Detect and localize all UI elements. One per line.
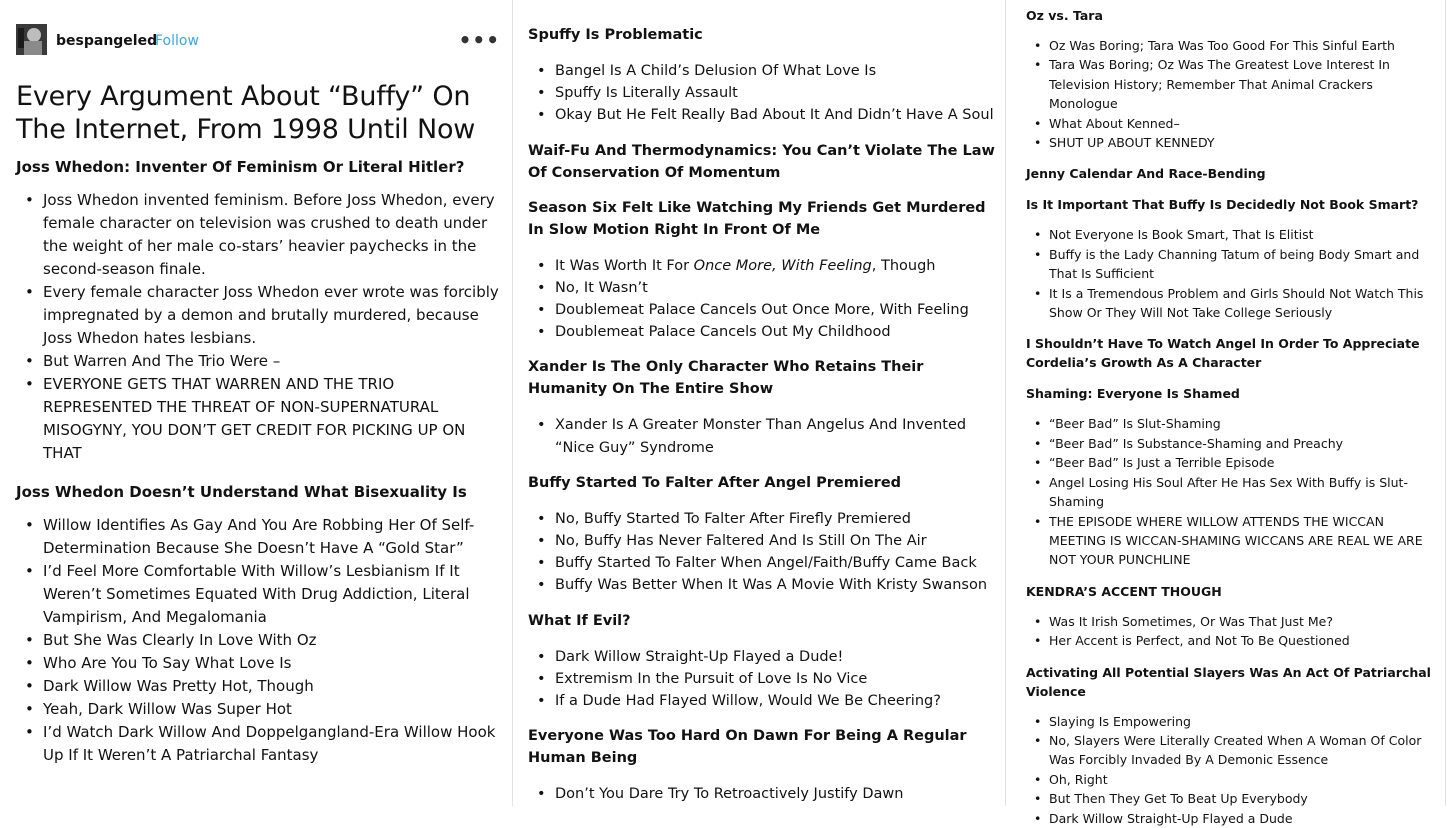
section-heading: Buffy Started To Falter After Angel Premiered [528,474,902,491]
list-item-text: Oz Was Boring; Tara Was Too Good For This Sinful Earth [1049,38,1395,53]
bullet-list [1026,612,1439,651]
section-heading: Shaming: Everyone Is Shamed [1026,386,1240,402]
list-item [1049,731,1439,770]
bullet-list [16,514,502,767]
list-item [555,299,997,321]
list-item-text: No, Slayers Were Literally Created When A Woman Of Color Was Forcibly Invaded By A Demonic Essence [1049,732,1422,768]
post-title: Every Argument About “Buffy” On The Internet, From 1998 Until Now [16,81,476,145]
section-heading: What If Evil? [528,612,631,629]
bullet-list [528,60,997,127]
bullet-list [1026,36,1439,152]
list-item-text: Bangel Is A Child’s Delusion Of What Love Is [555,63,877,79]
list-item [1049,114,1439,133]
list-item [555,530,997,552]
bullet-list [1026,414,1439,569]
list-item-text: Doublemeat Palace Cancels Out My Childhood [555,324,891,341]
list-item [1049,55,1439,113]
section-heading: Oz vs. Tara [1026,8,1103,23]
list-item-text: No, Buffy Has Never Faltered And Is Still On The Air [555,533,927,550]
list-item [555,60,997,82]
list-item-text: Xander Is A Greater Monster Than Angelus And Invented “Nice Guy” Syndrome [555,417,967,456]
list-item [1049,473,1439,512]
list-item [555,104,997,126]
list-item [555,552,997,574]
section-heading: Jenny Calendar And Race-Bending [1026,166,1266,182]
list-item [43,675,502,698]
post-column-1 [0,0,513,806]
list-item-text: Slaying Is Empowering [1049,713,1191,729]
list-item-text: It Was Worth It For [555,257,694,274]
section-heading: Joss Whedon: Inventer Of Feminism Or Literal Hitler? [16,158,465,176]
list-item [555,82,997,104]
bullet-list [528,414,997,458]
section-heading: Joss Whedon Doesn’t Understand What Bisexuality Is [16,483,467,501]
list-item [1049,712,1439,731]
list-item-text: Doublemeat Palace Cancels Out Once More, With Feeling [555,302,969,319]
list-item-text: Every female character Joss Whedon ever wrote was forcibly impregnated by a demon and brutally murdered, because Joss Whedon hates lesbians. [43,283,499,347]
list-item [1049,434,1439,453]
section-heading: I Shouldn’t Have To Watch Angel In Order To Appreciate Cordelia’s Growth As A Character [1026,336,1420,371]
post-body-sections [1026,6,1439,828]
list-item-text: I’d Watch Dark Willow And Doppelgangland-Era Willow Hook Up If It Weren’t A Patriarchal Fantasy [43,723,496,764]
list-item [43,373,502,465]
bullet-list [528,255,997,344]
list-item-text: Buffy Started To Falter When Angel/Faith/Buffy Came Back [555,555,977,572]
list-item [1049,770,1439,789]
section-heading: Is It Important That Buffy Is Decidedly Not Book Smart? [1026,197,1419,213]
section-heading: Waif-Fu And Thermodynamics: You Can’t Violate The Law Of Conservation Of Momentum [528,142,995,181]
bullet-list [528,508,997,597]
list-item [555,508,997,530]
post-body-sections [528,24,997,805]
list-item [555,277,997,299]
post-body-sections [16,156,502,767]
list-item [555,690,997,712]
list-item [1049,512,1439,570]
list-item [1049,36,1439,55]
bullet-list [1026,225,1439,322]
list-item [1049,414,1439,433]
list-item-text: Who Are You To Say What Love Is [43,654,292,672]
list-item [43,350,502,373]
list-item-text: It Is a Tremendous Problem and Girls Should Not Watch This Show Or They Will Not Take College Seriously [1049,285,1424,321]
list-item [43,698,502,721]
list-item-text: , Though [871,257,936,274]
section-heading: Xander Is The Only Character Who Retains Their Humanity On The Entire Show [528,359,924,398]
more-options-icon[interactable]: ••• [458,28,500,52]
list-item [555,574,997,596]
bullet-list [528,646,997,713]
list-item [555,783,997,805]
list-item-text: Dark Willow Was Pretty Hot, Though [43,677,314,695]
section-heading: Spuffy Is Problematic [528,27,703,43]
list-item [1049,612,1439,631]
list-item-text: Joss Whedon invented feminism. Before Joss Whedon, every female character on television was crushed to death under the weight of her male co-stars’ heavier paychecks in the second-season finale. [43,191,495,278]
list-item [1049,631,1439,650]
follow-button[interactable]: Follow [155,33,199,49]
list-item [43,281,502,350]
list-item-text: But She Was Clearly In Love With Oz [43,631,317,649]
list-item [43,189,502,281]
list-item [43,721,502,767]
post-column-3 [1013,0,1446,826]
post-header [16,0,502,54]
list-item-text: Dark Willow Straight-Up Flayed a Dude! [555,648,844,665]
list-item-text: I’d Feel More Comfortable With Willow’s Lesbianism If It Weren’t Sometimes Equated With Drug Addiction, Literal Vampirism, And Megalomania [43,562,470,626]
list-item-text: THE EPISODE WHERE WILLOW ATTENDS THE WICCAN MEETING IS WICCAN-SHAMING WICCANS ARE REAL WE ARE NOT YOUR PUNCHLINE [1049,513,1423,568]
section-heading: Activating All Potential Slayers Was An Act Of Patriarchal Violence [1026,664,1431,699]
list-item-text: If a Dude Had Flayed Willow, Would We Be Cheering? [555,693,941,710]
list-item [1049,225,1439,244]
list-item-text: “Beer Bad” Is Just a Terrible Episode [1049,455,1275,471]
post-column-2 [513,0,1006,806]
list-item-text: No, It Wasn’t [555,279,648,296]
list-item [1049,133,1439,152]
list-item [555,414,997,458]
list-item-text: No, Buffy Started To Falter After Firefly Premiered [555,510,911,527]
list-item-text: Don’t You Dare Try To Retroactively Justify Dawn [555,786,904,803]
blog-name[interactable]: bespangeled [56,33,158,49]
section-heading: Everyone Was Too Hard On Dawn For Being A Regular Human Being [528,728,967,767]
list-item-emphasis: Once More, With Feeling [693,257,872,274]
list-item [1049,245,1439,284]
section-heading: KENDRA’S ACCENT THOUGH [1026,583,1222,599]
bullet-list [16,189,502,465]
list-item-text: Was It Irish Sometimes, Or Was That Just Me? [1049,613,1333,629]
list-item-text: Angel Losing His Soul After He Has Sex With Buffy is Slut-Shaming [1049,474,1408,510]
list-item-text: But Then They Get To Beat Up Everybody [1049,791,1308,807]
list-item [1049,789,1439,808]
list-item [555,646,997,668]
list-item [1049,453,1439,472]
bullet-list [528,783,997,805]
list-item-text: EVERYONE GETS THAT WARREN AND THE TRIO REPRESENTED THE THREAT OF NON-SUPERNATURAL MISOGYNY, YOU DON’T GET CREDIT FOR PICKING UP ON THAT [43,375,466,462]
list-item [43,514,502,560]
list-item [1049,284,1439,323]
list-item-text: Dark Willow Straight-Up Flayed a Dude [1049,810,1293,826]
list-item-text: Her Accent is Perfect, and Not To Be Questioned [1049,633,1350,649]
list-item [43,652,502,675]
list-item-text: Yeah, Dark Willow Was Super Hot [43,700,292,718]
list-item [1049,809,1439,828]
list-item-text: Buffy Was Better When It Was A Movie With Kristy Swanson [555,577,988,594]
list-item-text: Okay But He Felt Really Bad About It And Didn’t Have A Soul [555,107,994,124]
list-item-text: “Beer Bad” Is Substance-Shaming and Preachy [1049,435,1344,451]
list-item-text: SHUT UP ABOUT KENNEDY [1049,135,1215,151]
list-item-text: Extremism In the Pursuit of Love Is No Vice [555,670,868,687]
list-item-text: Oh, Right [1049,771,1108,787]
list-item-text: Spuffy Is Literally Assault [555,85,738,102]
list-item-text: Willow Identifies As Gay And You Are Robbing Her Of Self-Determination Because She Doesn’t Have A “Gold Star” [43,516,475,557]
list-item [555,668,997,690]
list-item [43,560,502,629]
list-item-text: “Beer Bad” Is Slut-Shaming [1049,416,1221,432]
list-item [43,629,502,652]
list-item-text: Buffy is the Lady Channing Tatum of being Body Smart and That Is Sufficient [1049,246,1420,282]
list-item-text: Not Everyone Is Book Smart, That Is Elitist [1049,227,1314,243]
list-item-text: But Warren And The Trio Were – [43,352,281,370]
avatar[interactable] [16,24,47,55]
list-item-text: Tara Was Boring; Oz Was The Greatest Love Interest In Television History; Remember That Animal Crackers Monologue [1049,57,1390,112]
list-item [555,321,997,343]
list-item-text: What About Kenned– [1049,115,1180,131]
section-heading: Season Six Felt Like Watching My Friends Get Murdered In Slow Motion Right In Front Of Me [528,199,986,238]
bullet-list [1026,712,1439,828]
list-item [555,255,997,277]
